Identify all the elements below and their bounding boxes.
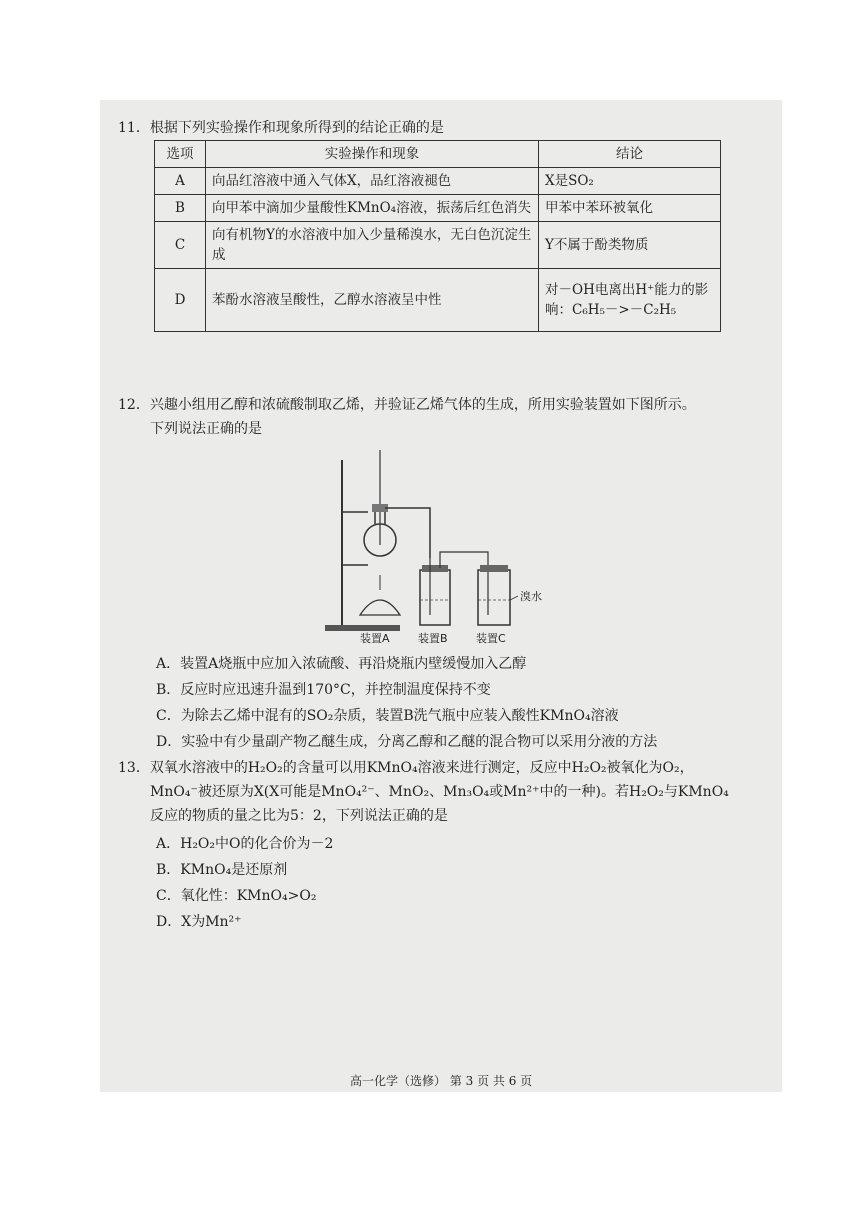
label-apparatus-b: 装置B: [418, 632, 448, 645]
q13-option-c: C．氧化性：KMnO₄>O₂: [156, 888, 317, 904]
table-row: [155, 222, 721, 269]
table-row: [155, 195, 721, 222]
row-operation: 向品红溶液中通入气体X，品红溶液褪色: [206, 168, 539, 195]
q12-option-a: A．装置A烧瓶中应加入浓硫酸、再沿烧瓶内壁缓慢加入乙醇: [156, 656, 527, 672]
q12-line1: 12．兴趣小组用乙醇和浓硫酸制取乙烯，并验证乙烯气体的生成，所用实验装置如下图所示。: [118, 397, 696, 413]
row-conclusion: 对－OH电离出H⁺能力的影响：C₆H₅－>－C₂H₅: [539, 269, 721, 332]
q13-line1: 13．双氧水溶液中的H₂O₂的含量可以用KMnO₄溶液来进行测定，反应中H₂O₂被氧化为O₂，: [118, 760, 694, 776]
q12-option-d: D．实验中有少量副产物乙醚生成，分离乙醇和乙醚的混合物可以采用分液的方法: [156, 734, 658, 750]
header-operation: 实验操作和现象: [206, 141, 539, 168]
header-conclusion: 结论: [539, 141, 721, 168]
row-option: B: [155, 195, 206, 222]
table-row: [155, 269, 721, 332]
q13-option-b: B．KMnO₄是还原剂: [156, 862, 288, 878]
q11-table: [154, 140, 721, 332]
table-row: [155, 168, 721, 195]
page-footer: 高一化学（选修） 第 3 页 共 6 页: [350, 1074, 533, 1088]
row-option: A: [155, 168, 206, 195]
q12-option-b: B．反应时应迅速升温到170°C，并控制温度保持不变: [156, 682, 491, 698]
label-apparatus-a: 装置A: [360, 632, 390, 645]
header-option: 选项: [155, 141, 206, 168]
q11-title: 11．根据下列实验操作和现象所得到的结论正确的是: [118, 120, 444, 136]
q13-line2: MnO₄⁻被还原为X(X可能是MnO₄²⁻、MnO₂、Mn₃O₄或Mn²⁺中的一种)。若H₂O₂与KMnO₄: [150, 784, 729, 800]
row-operation: 向甲苯中滴加少量酸性KMnO₄溶液，振荡后红色消失: [206, 195, 539, 222]
label-apparatus-c: 装置C: [476, 632, 506, 645]
row-conclusion: Y不属于酚类物质: [539, 222, 721, 269]
q13-option-a: A．H₂O₂中O的化合价为－2: [156, 836, 334, 852]
row-option: C: [155, 222, 206, 269]
row-conclusion: 甲苯中苯环被氧化: [539, 195, 721, 222]
row-option: D: [155, 269, 206, 332]
q12-line2: 下列说法正确的是: [150, 421, 262, 437]
row-operation: 苯酚水溶液呈酸性，乙醇水溶液呈中性: [206, 269, 539, 332]
label-bromine-water: 溴水: [520, 590, 542, 603]
q13-line3: 反应的物质的量之比为5：2，下列说法正确的是: [150, 808, 448, 824]
row-conclusion: X是SO₂: [539, 168, 721, 195]
q12-option-c: C．为除去乙烯中混有的SO₂杂质，装置B洗气瓶中应装入酸性KMnO₄溶液: [156, 708, 619, 724]
table-header-row: [155, 141, 721, 168]
ethylene-apparatus-diagram: [320, 440, 550, 650]
q13-option-d: D．X为Mn²⁺: [156, 914, 242, 930]
row-operation: 向有机物Y的水溶液中加入少量稀溴水，无白色沉淀生成: [206, 222, 539, 269]
